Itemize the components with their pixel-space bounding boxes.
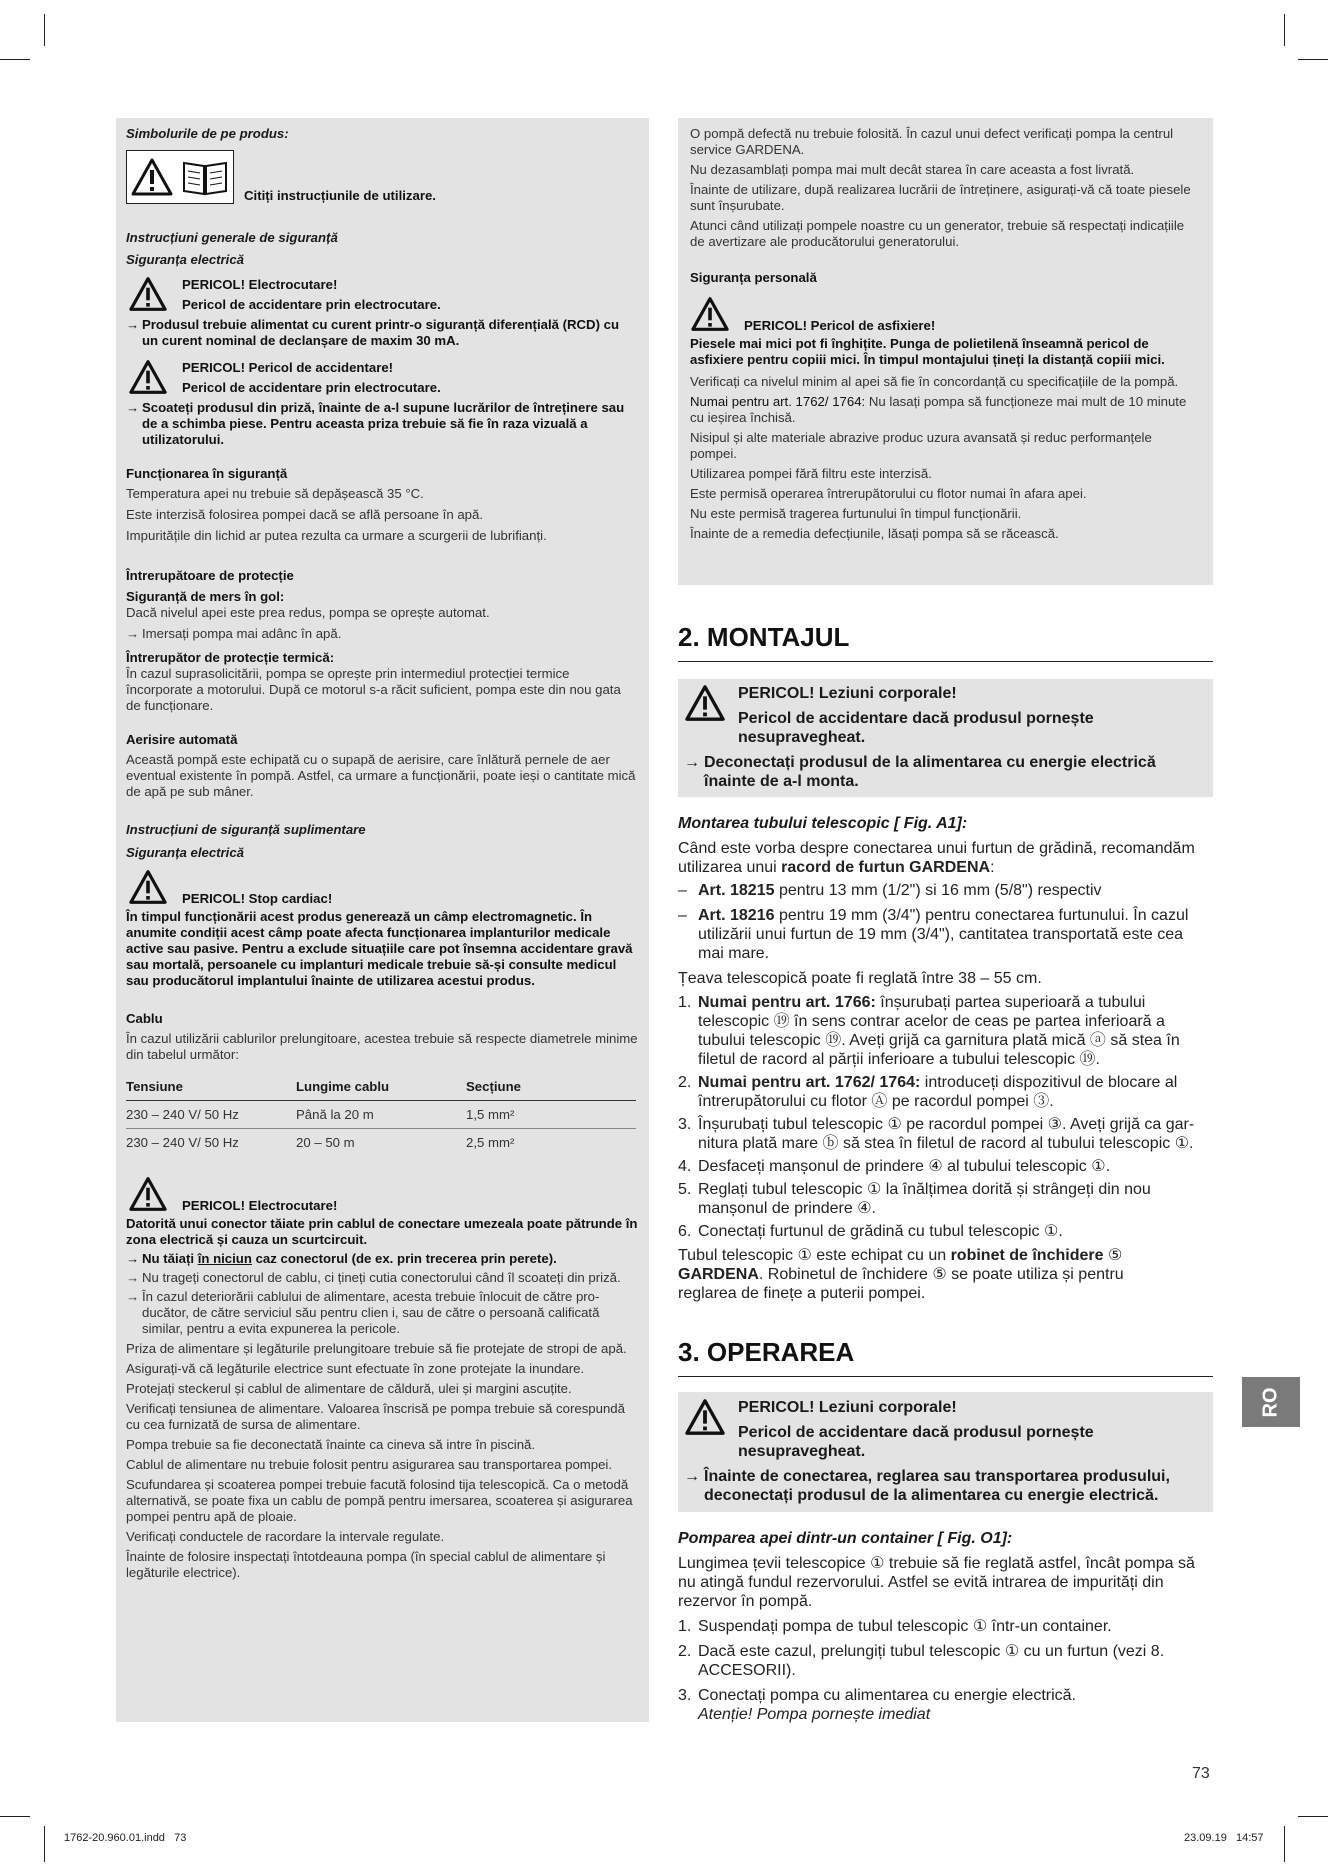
warning-triangle-icon xyxy=(684,1398,726,1436)
tube-range: Țeava telescopică poate fi reglată între 38 – 55 cm. xyxy=(678,970,1042,987)
safety-paragraph: Este permisă operarea întrerupătorului cu flotor numai în afara apei. xyxy=(690,486,1087,501)
warning-triangle-icon xyxy=(128,869,168,905)
danger-arrow-text xyxy=(142,1251,557,1267)
danger-title: PERICOL! Electrocutare! xyxy=(182,1198,338,1213)
step-number: 1. xyxy=(678,1618,692,1635)
step-item: Înșurubați tubul telescopic ① pe racordul pompei ③. Aveți grijă ca garnitura plată mare ⓑ să stea în filetul de racord al tubului telescopic ①. xyxy=(698,1116,1195,1152)
safe-op-line: Impuritățile din lichid ar putea rezulta ca urmare a scurgerii de lubrifianți. xyxy=(126,528,547,543)
section-montaj xyxy=(678,622,1213,662)
step-number: 5. xyxy=(678,1181,692,1198)
electrical-safety-heading: Siguranța electrică xyxy=(126,252,245,267)
crop-mark xyxy=(44,14,45,46)
table-header: Lungime cablu xyxy=(296,1073,466,1101)
dash-item xyxy=(698,881,1102,900)
warning-triangle-icon xyxy=(128,1176,168,1212)
step-item: Conectați pompa cu alimentarea cu energie electrică. xyxy=(698,1687,1076,1704)
electrical-safety-heading: Siguranța electrică xyxy=(126,845,245,860)
danger-title: PERICOL! Pericol de accidentare! xyxy=(182,360,394,375)
text-part: . Robinetul de închidere ⑤ se poate utiliza și pentru reglarea de finețe a puterii pompei. xyxy=(678,1266,1124,1302)
safety-paragraph: Verificați conductele de racordare la intervale regulate. xyxy=(126,1529,445,1544)
venting-title: Aerisire automată xyxy=(126,732,238,747)
safety-paragraph: Asigurați-vă că legăturile electrice sunt efectuate în zone protejate la inundare. xyxy=(126,1361,585,1376)
safe-op-line: Temperatura apei nu trebuie să depășească 35 °C. xyxy=(126,486,424,501)
arrow-text-part: Nu tăiați xyxy=(142,1251,198,1266)
cable-heading: Cablu xyxy=(126,1011,163,1026)
bold-part: robinet de închidere xyxy=(950,1247,1104,1264)
bold-part: Numai pentru art. 1762/ 1764: xyxy=(698,1074,921,1091)
valve-paragraph xyxy=(678,1246,1138,1303)
crop-mark xyxy=(1298,1816,1328,1817)
step-number: 2. xyxy=(678,1074,692,1091)
section-heading: 3. OPERAREA xyxy=(678,1337,855,1367)
mount-title: Montarea tubului telescopic [ Fig. A1]: xyxy=(678,815,968,832)
general-safety-heading: Instrucțiuni generale de siguranță xyxy=(126,230,338,245)
safety-paragraph: Priza de alimentare și legăturile prelungitoare trebuie să fie protejate de stropi de apă. xyxy=(126,1341,627,1356)
dry-run-arrow-text: Imersați pompa mai adânc în apă. xyxy=(142,626,342,641)
warning-triangle-icon xyxy=(690,296,730,332)
step-item: Reglați tubul telescopic ① la înălțimea dorită și strângeți din nou manșonul de prindere ④. xyxy=(698,1181,1151,1217)
safety-paragraph: Atunci când utilizați pompele noastre cu un generator, trebuie să respectați indicațiile de avertizare ale producătorului generatorului. xyxy=(690,218,1185,249)
danger-text: Piesele mai mici pot fi înghițite. Punga de polietilenă înseamnă pericol de asfixiere pentru copiii mici. În timpul montajului țineți la distanță copiii mici. xyxy=(690,336,1165,367)
heading-rule xyxy=(678,1376,1213,1377)
step-number: 1. xyxy=(678,994,692,1011)
arrow-icon: → xyxy=(126,1251,140,1266)
bold-part: Numai pentru art. 1762/ 1764: xyxy=(690,394,866,409)
dash-bullet: – xyxy=(678,882,687,899)
warning-triangle-icon xyxy=(130,157,174,197)
crop-mark xyxy=(1298,59,1328,60)
crop-mark xyxy=(44,1826,45,1862)
safety-paragraph: Utilizarea pompei fără filtru este interzisă. xyxy=(690,466,932,481)
cable-text: În cazul utilizării cablurilor prelungitoare, acestea trebuie să respecte diametrele minime din tabelul următor: xyxy=(126,1031,638,1062)
arrow-text-underlined: în niciun xyxy=(197,1251,252,1266)
arrow-icon: → xyxy=(126,400,140,415)
table-header: Secțiune xyxy=(466,1073,636,1101)
danger-arrow-text: Produsul trebuie alimentat cu curent printr-o siguranță diferențială (RCD) cu un curent nominal de declanșare de maxim 30 mA. xyxy=(142,317,620,348)
danger-text: Pericol de accidentare dacă produsul pornește nesupravegheat. xyxy=(738,1424,1094,1460)
arrow-text: În cazul deteriorării cablului de alimentare, acesta trebuie înlocuit de către producător, de către serviciul său pentru clien i, sau de către o persoană calificată similar, pentru a evita expunerea la pericole. xyxy=(142,1289,600,1336)
warning-triangle-icon xyxy=(128,359,168,395)
safety-paragraph: Cablul de alimentare nu trebuie folosit pentru asigurarea sau transportarea pompei. xyxy=(126,1457,613,1472)
operare-warning xyxy=(684,1398,1204,1505)
step-number: 3. xyxy=(678,1687,692,1704)
bold-part: Art. 18216 xyxy=(698,907,775,924)
text-part: Tubul telescopic ① este echipat cu un xyxy=(678,1247,951,1264)
safety-paragraph: Înainte de utilizare, după realizarea lucrării de întreținere, asigurați-vă că toate piesele sunt înșurubate. xyxy=(690,182,1191,213)
footer-file-info: 1762-20.960.01.indd 73 xyxy=(64,1832,187,1844)
pump-title: Pomparea apei dintr-un container [ Fig. O1]: xyxy=(678,1530,1013,1547)
danger-title: PERICOL! Pericol de asfixiere! xyxy=(744,318,936,333)
personal-safety-heading: Siguranța personală xyxy=(690,270,817,285)
arrow-icon: → xyxy=(126,1270,140,1285)
arrow-text-part: caz conectorul (de ex. prin trecerea prin perete). xyxy=(251,1251,557,1266)
step-item: Conectați furtunul de grădină cu tubul telescopic ①. xyxy=(698,1223,1063,1240)
bold-part: racord de furtun GARDENA xyxy=(781,859,991,876)
footer-date: 23.09.19 14:57 xyxy=(1184,1832,1264,1844)
table-cell: 230 – 240 V/ 50 Hz xyxy=(126,1135,239,1150)
step-item xyxy=(698,1073,1206,1111)
step-item xyxy=(698,993,1206,1069)
table-cell: 1,5 mm² xyxy=(466,1101,636,1129)
step-number: 2. xyxy=(678,1643,692,1660)
danger-arrow-text: Înainte de conectarea, reglarea sau transportarea produsului, deconectați produsul de la alimentarea cu energie electrică. xyxy=(704,1468,1170,1504)
text-part: pentru 13 mm (1/2") si 16 mm (5/8") respectiv xyxy=(774,882,1102,899)
crop-mark xyxy=(1284,14,1285,46)
safety-paragraph: Scufundarea și scoaterea pompei trebuie facută folosind tija telescopică. Ca o metodă alternativă, se poate fixa un cablu de pompă pentru imersarea, scoaterea și asigurarea pompei pentru apă de ploaie. xyxy=(126,1477,633,1524)
bold-part: Numai pentru art. 1766: xyxy=(698,994,876,1011)
warning-triangle-icon xyxy=(684,684,726,722)
step-item: Desfaceți manșonul de prindere ④ al tubului telescopic ①. xyxy=(698,1158,1111,1175)
safety-paragraph: Nisipul și alte materiale abrazive produc uzura avansată și reduc performanțele pompei. xyxy=(690,430,1152,461)
arrow-icon: → xyxy=(126,317,140,332)
table-cell: 230 – 240 V/ 50 Hz xyxy=(126,1101,296,1129)
safe-op-line: Este interzisă folosirea pompei dacă se află persoane în apă. xyxy=(126,507,484,522)
dash-bullet: – xyxy=(678,907,687,924)
step-number: 3. xyxy=(678,1116,692,1133)
safety-paragraph: Pompa trebuie sa fie deconectată înainte ca cineva să intre în piscină. xyxy=(126,1437,536,1452)
right-column-top xyxy=(690,126,1202,542)
warning-book-symbol xyxy=(126,150,234,204)
text-part: înșurubați partea superioară a tubului telescopic ⑲ în sens contrar acelor de ceas pe partea inferioară a tubului telescopic ⑲. Aveți grijă ca garnitura plată mică ⓐ să stea în filetul de racord al părții inferioare a tubului telescopic ⑲. xyxy=(698,994,1180,1068)
operare-body xyxy=(678,1529,1206,1724)
page-number: 73 xyxy=(1192,1765,1210,1782)
safety-paragraph: Nu este permisă tragerea furtunului în timpul funcționării. xyxy=(690,506,1022,521)
danger-text: Datorită unui conector tăiate prin cablul de conectare umezeala poate pătrunde în zona electrică și cauza un scurtcircuit. xyxy=(126,1216,638,1247)
cable-table xyxy=(126,1073,636,1156)
montaj-warning xyxy=(684,684,1204,791)
montaj-body xyxy=(678,814,1206,1303)
safety-paragraph: Verificați ca nivelul minim al apei să fie în concordanță cu specificațiile de la pompă. xyxy=(690,374,1179,389)
heading-rule xyxy=(678,661,1213,662)
thermal-title: Întrerupător de protecție termică: xyxy=(126,650,335,665)
crop-mark xyxy=(1284,1826,1285,1862)
crop-mark xyxy=(0,1816,30,1817)
table-header: Tensiune xyxy=(126,1073,296,1101)
text-part: : xyxy=(990,859,995,876)
table-cell: 20 – 50 m xyxy=(296,1135,355,1150)
table-cell: 2,5 mm² xyxy=(466,1135,515,1150)
table-row xyxy=(126,1101,636,1129)
danger-arrow-text: Deconectați produsul de la alimentarea cu energie electrică înainte de a-l monta. xyxy=(704,754,1156,790)
protection-switches-heading: Întrerupătoare de protecție xyxy=(126,568,294,583)
danger-text: Pericol de accidentare prin electrocutare. xyxy=(182,297,441,312)
table-cell: Până la 20 m xyxy=(296,1101,466,1129)
crop-mark xyxy=(0,59,30,60)
step-number: 4. xyxy=(678,1158,692,1175)
step-note: Atenție! Pompa pornește imediat xyxy=(698,1706,931,1723)
mount-intro xyxy=(678,839,1206,877)
safety-paragraph: Înainte de folosire inspectați întotdeauna pompa (în special cablul de alimentare și legăturile electrice). xyxy=(126,1549,606,1580)
manual-book-icon xyxy=(180,157,230,197)
language-tab xyxy=(1242,1377,1300,1427)
pump-intro: Lungimea țevii telescopice ① trebuie să fie reglată astfel, încât pompa să nu atingă fundul rezervorului. Astfel se evită intrarea de impurități din rezervor în pompă. xyxy=(678,1555,1195,1610)
bold-part: Art. 18215 xyxy=(698,882,775,899)
read-instructions-text: Citiți instrucțiunile de utilizare. xyxy=(244,188,436,203)
table-row xyxy=(126,1129,636,1157)
dash-item xyxy=(698,906,1206,963)
arrow-icon: → xyxy=(126,1289,140,1304)
section-operare xyxy=(678,1337,1213,1377)
text-part: pentru 19 mm (3/4") pentru conectarea furtunului. În cazul utilizării unui furtun de 19 mm (3/4"), cantitatea transportată este cea mai mare. xyxy=(698,907,1189,962)
safety-paragraph: O pompă defectă nu trebuie folosită. În cazul unui defect verificați pompa la centrul service GARDENA. xyxy=(690,126,1174,157)
step-item: Suspendați pompa de tubul telescopic ① într-un container. xyxy=(698,1618,1112,1635)
text-part: Nu lasați pompa să funcționeze mai mult de 10 minute cu ieșirea închisă. xyxy=(690,394,1187,425)
text-part: ⑤ xyxy=(1103,1247,1123,1264)
text-part: Când este vorba despre conectarea unui furtun de grădină, recomandăm utilizarea unui xyxy=(678,840,1195,876)
safe-operation-heading: Funcționarea în siguranță xyxy=(126,466,288,481)
danger-title: PERICOL! Leziuni corporale! xyxy=(738,1399,957,1416)
additional-safety-heading: Instrucțiuni de siguranță suplimentare xyxy=(126,822,366,837)
arrow-icon: → xyxy=(684,1468,700,1485)
warning-triangle-icon xyxy=(128,276,168,312)
dry-run-title: Siguranță de mers în gol: xyxy=(126,589,285,604)
section-heading: 2. MONTAJUL xyxy=(678,622,850,652)
step-number: 6. xyxy=(678,1223,692,1240)
dry-run-text: Dacă nivelul apei este prea redus, pompa se oprește automat. xyxy=(126,605,490,620)
danger-arrow-text: Scoateți produsul din priză, înainte de a-l supune lucrărilor de întreținere sau de a schimba piese. Pentru aceasta priza trebuie să fie în raza vizuală a utilizatorului. xyxy=(142,400,625,447)
left-column xyxy=(126,126,638,1581)
text-part: introduceți dispozitivul de blocare al întrerupătorului cu flotor Ⓐ pe racordul pompei ③. xyxy=(698,1074,1178,1110)
danger-title: PERICOL! Stop cardiac! xyxy=(182,891,333,906)
danger-title: PERICOL! Electrocutare! xyxy=(182,277,338,292)
thermal-text: În cazul suprasolicitării, pompa se oprește prin intermediul protecției termice încorporate a motorului. După ce motorul s-a răcit suficient, pompa este din nou gata de funcționare. xyxy=(126,666,621,713)
venting-text: Această pompă este echipată cu o supapă de aerisire, care înlătură pernele de aer eventual existente în pompă. Astfel, ca urmare a funcționării, poate ieși o cantitate mică de apă pe sub mâner. xyxy=(126,752,636,799)
danger-text: În timpul funcționării acest produs generează un câmp electromagnetic. În anumite condiții acest câmp poate afecta funcționarea implanturilor medicale active sau pasive. Pentru a exclude situațiile care pot însemna accidentare gravă sau mortală, persoanele cu implanturi medicale trebuie să-și consulte medicul sau producătorul implantului înainte de utilizarea acestui produs. xyxy=(126,909,633,988)
step-item: Dacă este cazul, prelungiți tubul telescopic ① cu un furtun (vezi 8. ACCESORII). xyxy=(698,1643,1165,1679)
danger-title: PERICOL! Leziuni corporale! xyxy=(738,685,957,702)
language-label: RO xyxy=(1259,1387,1282,1417)
arrow-icon: → xyxy=(684,754,700,771)
safety-paragraph xyxy=(690,394,1202,426)
symbols-heading: Simbolurile de pe produs: xyxy=(126,126,289,141)
safety-paragraph: Verificați tensiunea de alimentare. Valoarea înscrisă pe pompa trebuie să corespundă cu cea furnizată de sursa de alimentare. xyxy=(126,1401,625,1432)
bold-part: GARDENA xyxy=(678,1266,759,1283)
danger-text: Pericol de accidentare dacă produsul pornește nesupravegheat. xyxy=(738,710,1094,746)
safety-paragraph: Nu dezasamblați pompa mai mult decât starea în care aceasta a fost livrată. xyxy=(690,162,1135,177)
safety-paragraph: Protejați steckerul și cablul de alimentare de căldură, ulei și margini ascuțite. xyxy=(126,1381,572,1396)
arrow-icon: → xyxy=(126,626,140,641)
arrow-text: Nu trageți conectorul de cablu, ci țineți cutia conectorului când îl scoateți din priză. xyxy=(142,1270,621,1285)
danger-text: Pericol de accidentare prin electrocutare. xyxy=(182,380,441,395)
safety-paragraph: Înainte de a remedia defecțiunile, lăsați pompa să se răcească. xyxy=(690,526,1059,541)
